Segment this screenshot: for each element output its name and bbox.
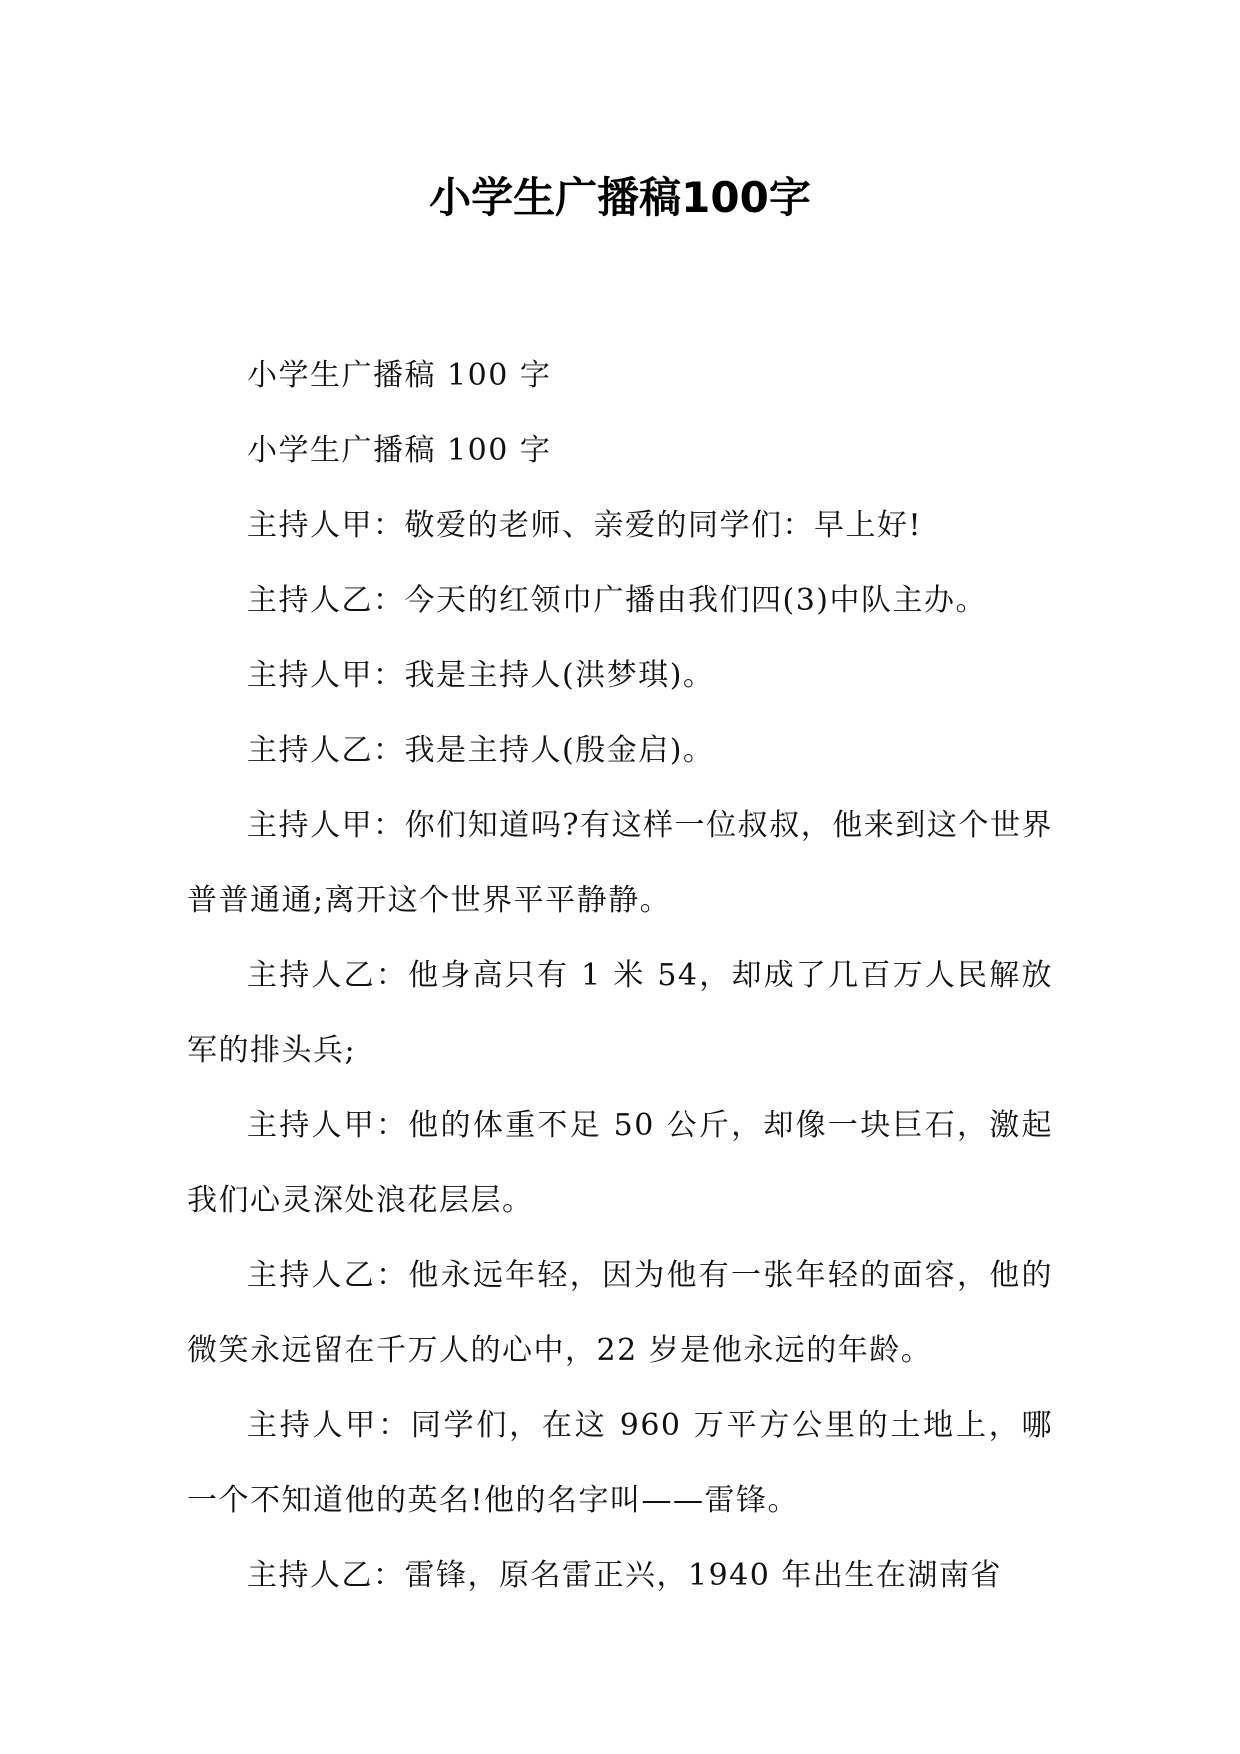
paragraph: 主持人甲：同学们，在这 960 万平方公里的土地上，哪一个不知道他的英名!他的名字叫——雷锋。 xyxy=(187,1408,1053,1518)
paragraph: 主持人乙：雷锋，原名雷正兴，1940 年出生在湖南省 xyxy=(247,1558,1002,1593)
paragraph: 主持人乙：他永远年轻，因为他有一张年轻的面容，他的微笑永远留在千万人的心中，22 岁是他永远的年龄。 xyxy=(187,1258,1053,1368)
paragraph: 小学生广播稿 100 字 xyxy=(247,433,552,468)
paragraph: 主持人甲：你们知道吗?有这样一位叔叔，他来到这个世界普普通通;离开这个世界平平静静。 xyxy=(187,808,1053,918)
paragraph: 主持人甲：我是主持人(洪梦琪)。 xyxy=(247,658,715,693)
paragraph: 主持人乙：他身高只有 1 米 54，却成了几百万人民解放军的排头兵; xyxy=(187,958,1053,1068)
paragraph: 主持人乙：我是主持人(殷金启)。 xyxy=(247,733,715,768)
paragraph: 主持人甲：他的体重不足 50 公斤，却像一块巨石，激起我们心灵深处浪花层层。 xyxy=(187,1108,1053,1218)
document-title: 小学生广播稿100字 xyxy=(429,173,811,222)
paragraph: 主持人甲：敬爱的老师、亲爱的同学们：早上好! xyxy=(247,508,923,543)
paragraph: 小学生广播稿 100 字 xyxy=(247,358,552,393)
document-body xyxy=(187,338,1053,1613)
paragraph: 主持人乙：今天的红领巾广播由我们四(3)中队主办。 xyxy=(247,583,987,618)
